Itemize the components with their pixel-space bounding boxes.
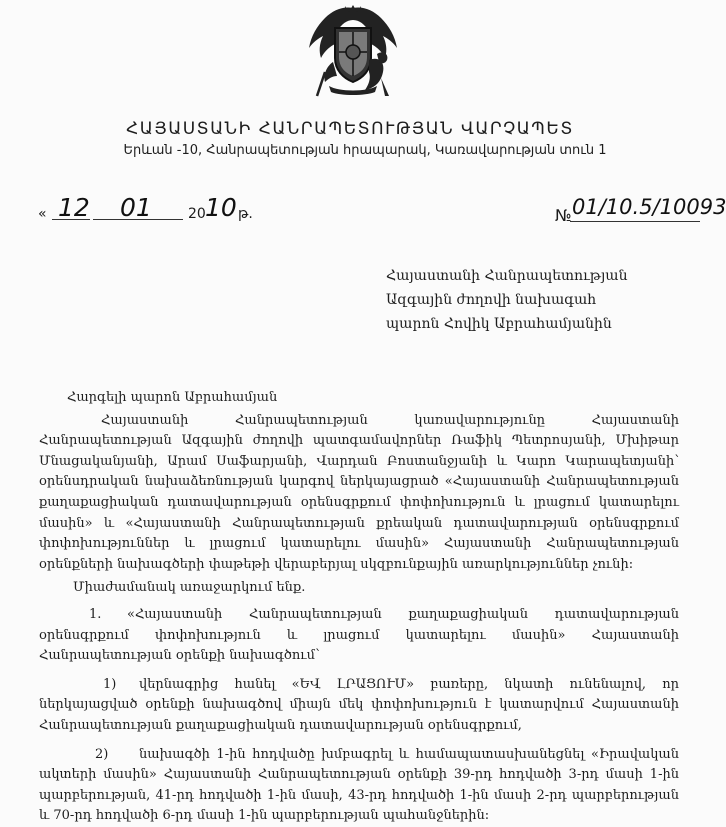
item-1-text: «Հայաստանի Հանրապետության քաղաքացիական դատավարության օրենսգրքում փոփոխություն և լրացում կատարելու մասին» Հայաստանի Հանրապետության օրենքի նախագծում՝ — [39, 606, 679, 664]
subitem-1-paragraph — [39, 675, 679, 737]
paragraph-2: Միաժամանակ առաջարկում ենք. — [73, 580, 306, 596]
letter-body — [39, 388, 679, 827]
date-day-underline — [52, 219, 90, 220]
item-1 — [39, 605, 679, 667]
coat-of-arms-emblem — [303, 2, 403, 100]
reference-number: 01/10.5/10093 — [572, 195, 726, 219]
reference-underline — [570, 221, 700, 222]
date-open-quote: « — [38, 206, 47, 222]
addressee-line-3: պարոն Հովիկ Աբրահամյանին — [386, 316, 612, 332]
addressee-line-2: Ազգային ժողովի նախագահ — [386, 292, 597, 308]
addressee-block — [386, 264, 627, 336]
subitem-2 — [39, 745, 679, 827]
subitem-1 — [39, 675, 679, 737]
date-month-underline — [93, 219, 183, 220]
date-year-suffix: 10 — [205, 193, 237, 222]
salutation: Հարգելի պարոն Աբրահամյան — [67, 390, 278, 405]
date-year-prefix: 20 — [188, 206, 206, 222]
header-address: Երևան -10, Հանրապետության հրապարակ, Կառավարության տուն 1 — [123, 143, 607, 158]
date-month: 01 — [120, 193, 152, 222]
item-1-paragraph — [39, 605, 679, 667]
date-day: 12 — [58, 193, 90, 222]
header-title: ՀԱՅԱՍՏԱՆԻ ՀԱՆՐԱՊԵՏՈՒԹՅԱՆ ՎԱՐՉԱՊԵՏ — [126, 119, 574, 139]
date-year-unit: թ. — [238, 206, 253, 222]
subitem-1-number: 1) — [103, 676, 117, 692]
subitem-2-text: նախագծի 1-ին հոդվածը խմբագրել և համապատասխանեցնել «Իրավական ակտերի մասին» Հայաստանի Հանրապետության օրենքի 39-րդ հոդվածի 3-րդ մասի 1-ին պարբերության, 41-րդ հոդվածի 1-ին մասի, 43-րդ հոդվածի 1-ին մասի 2-րդ պարբերության և 70-րդ հոդվածի 6-րդ մասի 1-ին պարբերության պահանջներին: — [39, 746, 679, 824]
paragraph-1: Հայաստանի Հանրապետության կառավարությունը Հայաստանի Հանրապետության Ազգային ժողովի պատգամավորներ Ռաֆիկ Պետրոսյանի, Մխիթար Մնացականյանի, Արամ Սաֆարյանի, Վարդան Բոստանջյանի և Կարո Կարապետյանի՝ օրենսդրական նախաձեռնության կարգով ներկայացրած «Հայաստանի Հանրապետության քաղաքացիական դատավարության օրենսգրքում փոփոխություն և լրացում կատարելու մասին» և «Հայաստանի Հանրապետության քրեական դատավարության օրենսգրքում փոփոխություններ և լրացում կատարելու մասին» Հայաստանի Հանրապետության օրենքների նախագծերի փաթեթի վերաբերյալ սկզբունքային առարկություններ չունի: — [39, 412, 679, 572]
addressee-line-1: Հայաստանի Հանրապետության — [386, 268, 628, 284]
reference-prefix: № — [555, 206, 572, 225]
subitem-2-number: 2) — [95, 746, 109, 762]
date-reference-row — [0, 193, 726, 231]
item-1-number: 1. — [89, 606, 102, 622]
subitem-2-paragraph — [39, 745, 679, 827]
subitem-1-text: վերնագրից հանել «ԵՎ ԼՐԱՑՈՒՄ» բառերը, նկատի ունենալով, որ ներկայացված օրենքի նախագծով միայն մեկ փոփոխություն է կատարվում Հայաստանի Հանրապետության քաղաքացիական դատավարության օրենսգրքում, — [39, 676, 679, 733]
